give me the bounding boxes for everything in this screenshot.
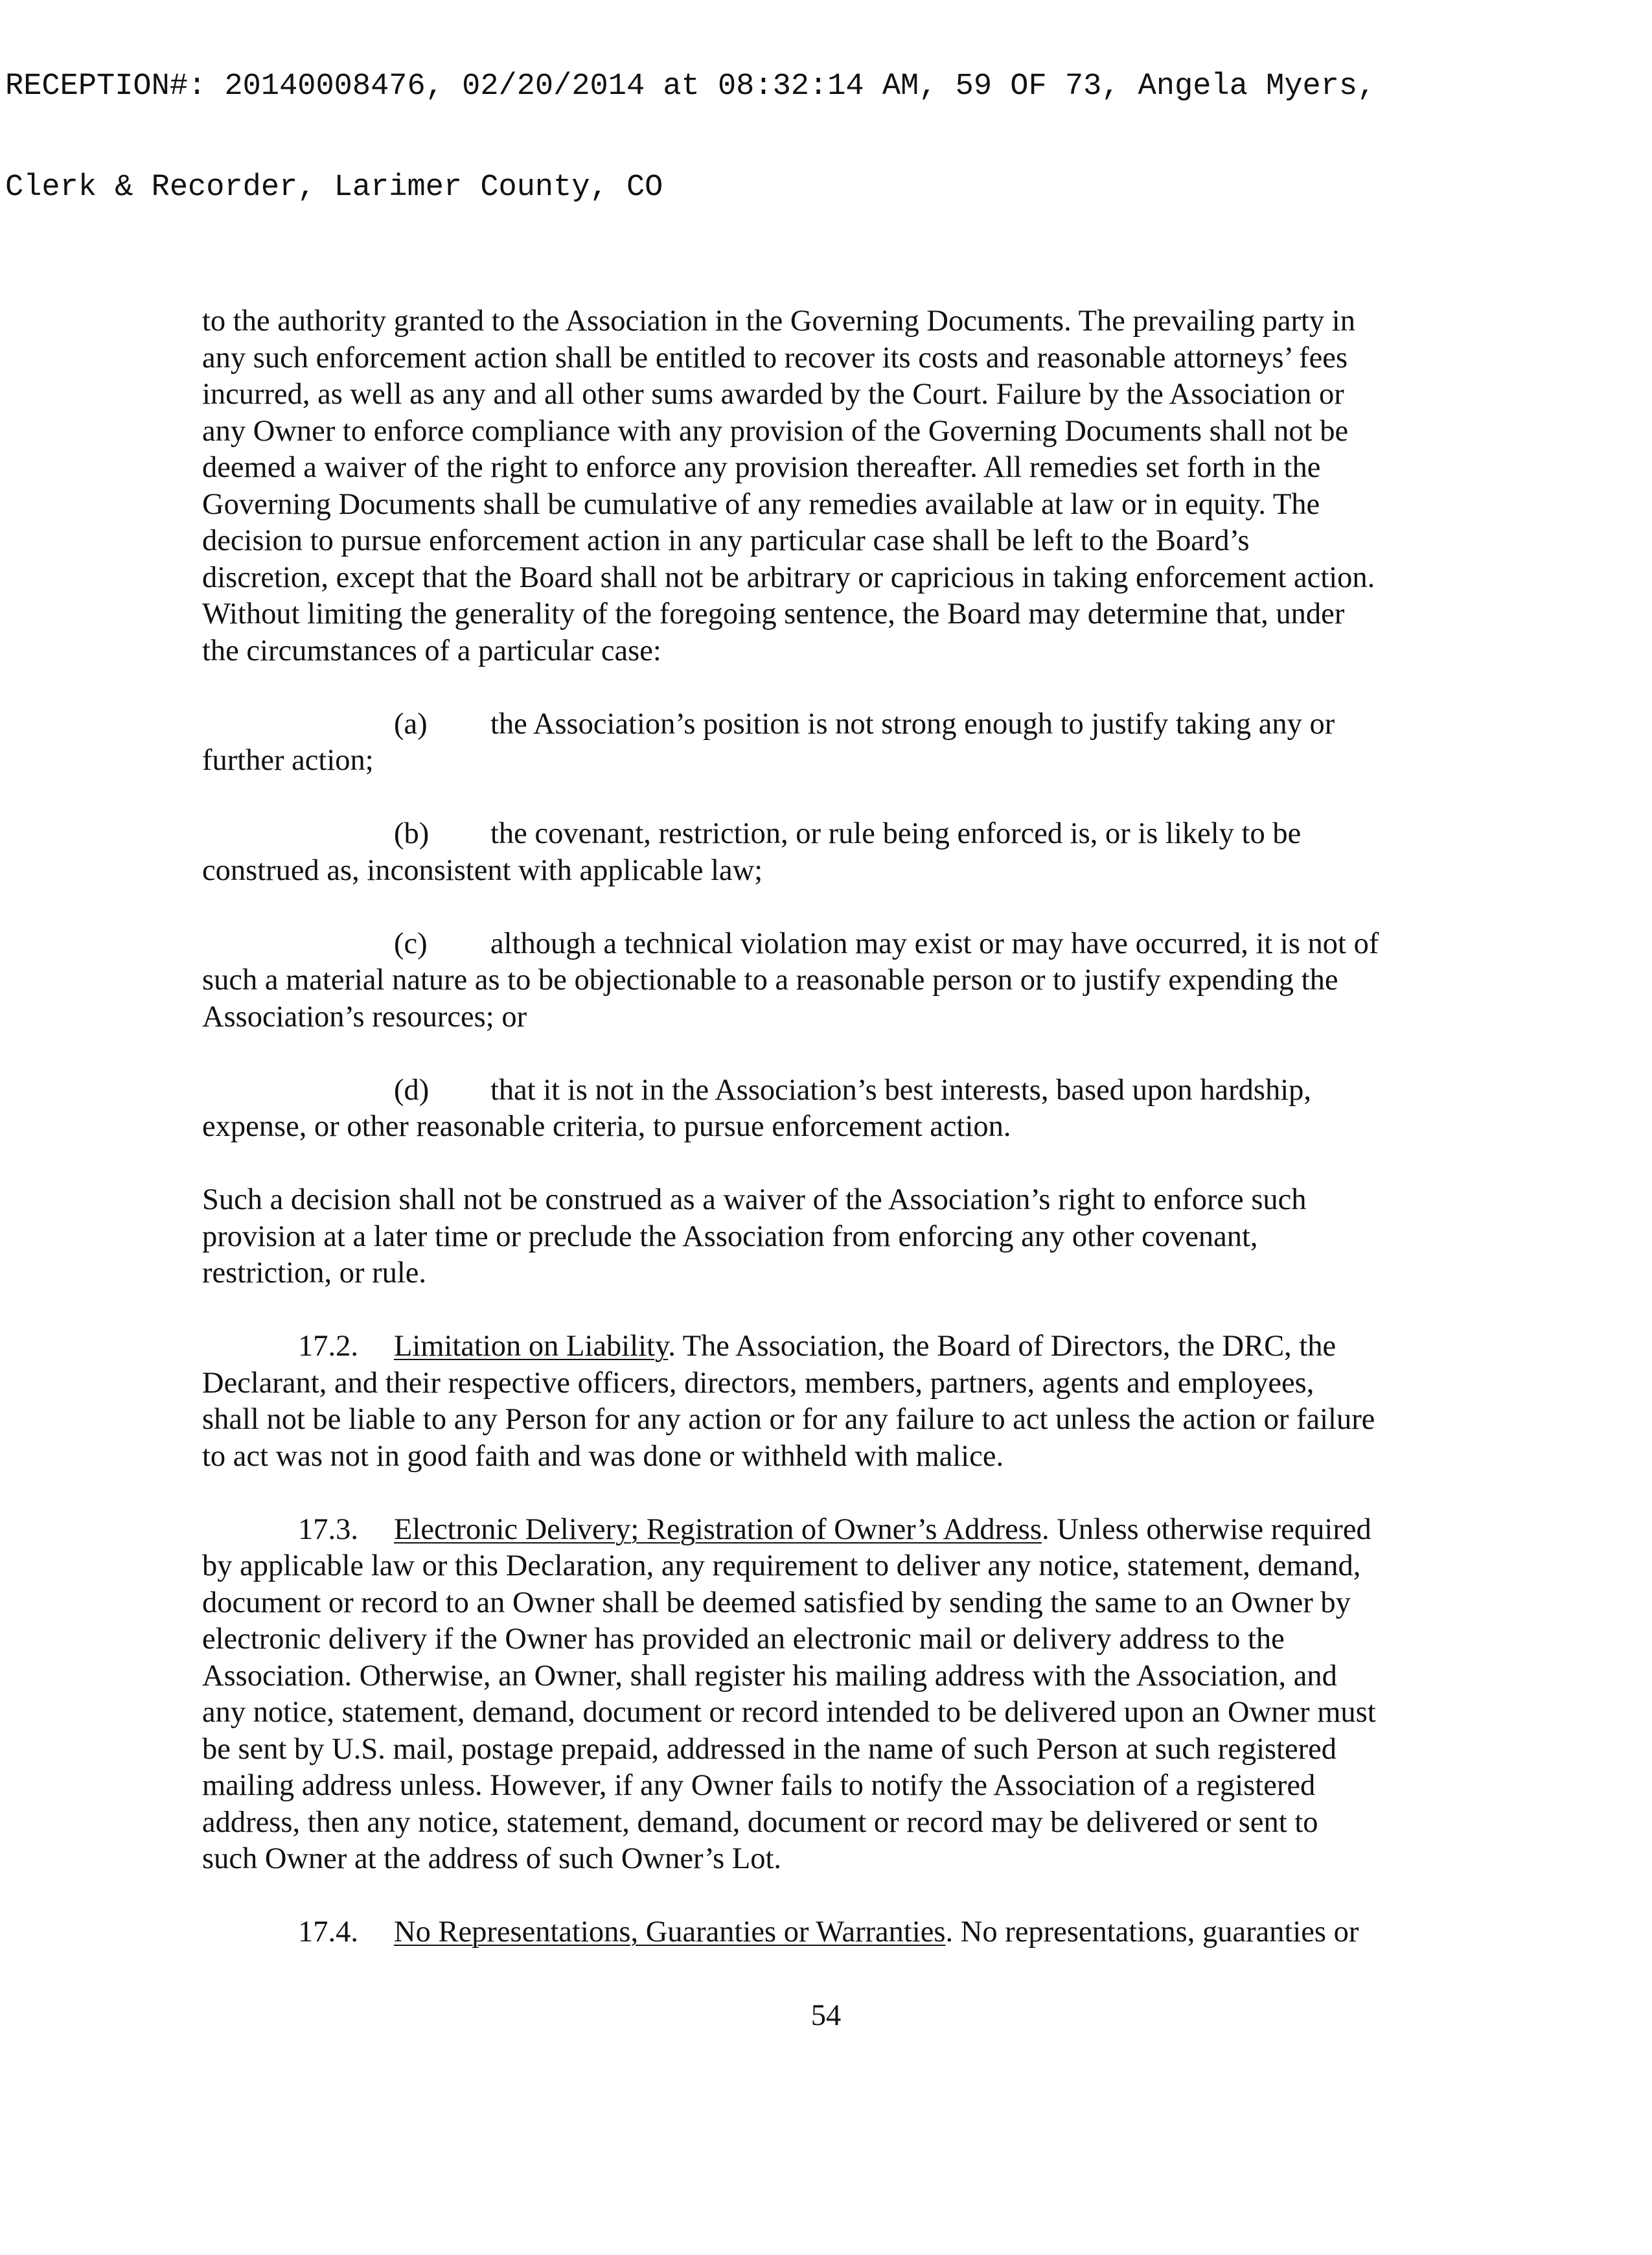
decision-line: provision at a later time or preclude the Association from enforcing any other covenant,	[202, 1220, 1258, 1253]
section-text: Declarant, and their respective officers, directors, members, partners, agents and employees,	[202, 1366, 1314, 1400]
intro-line: the circumstances of a particular case:	[202, 634, 661, 667]
section-text: . The Association, the Board of Directors, the DRC, the	[668, 1330, 1337, 1363]
section-title: Electronic Delivery; Registration of Owner’s Address	[394, 1512, 1042, 1546]
decision-line: Such a decision shall not be construed as a waiver of the Association’s right to enforce such	[202, 1183, 1307, 1216]
item-text: such a material nature as to be objectionable to a reasonable person or to justify expending the	[202, 964, 1338, 997]
section-text: . No representations, guaranties or	[945, 1915, 1359, 1949]
item-text: Association’s resources; or	[202, 1000, 527, 1034]
list-item-b	[202, 816, 1452, 889]
intro-line: any Owner to enforce compliance with any provision of the Governing Documents shall not be	[202, 414, 1349, 448]
decision-paragraph	[202, 1182, 1452, 1292]
intro-line: Governing Documents shall be cumulative of any remedies available at law or in equity. The	[202, 487, 1320, 521]
section-text: . Unless otherwise required	[1041, 1512, 1371, 1546]
list-item-a	[202, 706, 1452, 780]
item-text: construed as, inconsistent with applicable law;	[202, 853, 763, 887]
section-text: be sent by U.S. mail, postage prepaid, addressed in the name of such Person at such registered	[202, 1732, 1337, 1766]
intro-line: Without limiting the generality of the foregoing sentence, the Board may determine that, under	[202, 597, 1345, 630]
intro-line: decision to pursue enforcement action in any particular case shall be left to the Board’s	[202, 524, 1250, 557]
section-text: to act was not in good faith and was done or withheld with malice.	[202, 1439, 1004, 1473]
reception-line-1: RECEPTION#: 20140008476, 02/20/2014 at 08:32:14 AM, 59 OF 73, Angela Myers,	[5, 69, 1376, 104]
section-text: electronic delivery if the Owner has provided an electronic mail or delivery address to the	[202, 1623, 1285, 1656]
page-number: 54	[810, 1999, 842, 2032]
intro-paragraph	[202, 303, 1452, 669]
document-body	[202, 303, 1452, 1951]
section-number: 17.3.	[298, 1512, 358, 1546]
item-label: (b)	[394, 817, 430, 850]
section-text: document or record to an Owner shall be deemed satisfied by sending the same to an Owner by	[202, 1586, 1351, 1619]
item-label: (d)	[394, 1073, 430, 1107]
reception-header	[5, 3, 1375, 238]
item-label: (a)	[394, 707, 428, 741]
section-title: No Representations, Guaranties or Warranties	[394, 1915, 946, 1949]
item-text: further action;	[202, 744, 374, 777]
section-text: shall not be liable to any Person for any action or for any failure to act unless the action or failure	[202, 1403, 1375, 1436]
section-text: by applicable law or this Declaration, any requirement to deliver any notice, statement, demand,	[202, 1549, 1361, 1582]
item-text: expense, or other reasonable criteria, to pursue enforcement action.	[202, 1110, 1011, 1143]
item-text: although a technical violation may exist or may have occurred, it is not of	[490, 927, 1379, 960]
intro-line: to the authority granted to the Association in the Governing Documents. The prevailing party in	[202, 305, 1355, 338]
section-17-3	[202, 1512, 1452, 1878]
intro-line: discretion, except that the Board shall not be arbitrary or capricious in taking enforcement action.	[202, 561, 1375, 594]
section-text: Association. Otherwise, an Owner, shall register his mailing address with the Association, and	[202, 1659, 1337, 1693]
intro-line: incurred, as well as any and all other sums awarded by the Court. Failure by the Association or	[202, 378, 1344, 411]
list-item-d	[202, 1072, 1452, 1146]
section-text: any notice, statement, demand, document or record intended to be delivered upon an Owner must	[202, 1696, 1376, 1729]
section-17-2	[202, 1328, 1452, 1475]
section-number: 17.2.	[298, 1330, 358, 1363]
intro-line: any such enforcement action shall be entitled to recover its costs and reasonable attorneys’ fees	[202, 341, 1348, 375]
section-text: address, then any notice, statement, demand, document or record may be delivered or sent to	[202, 1805, 1318, 1839]
section-number: 17.4.	[298, 1915, 358, 1949]
decision-line: restriction, or rule.	[202, 1256, 427, 1289]
section-text: such Owner at the address of such Owner’s Lot.	[202, 1842, 782, 1875]
reception-line-2: Clerk & Recorder, Larimer County, CO	[5, 170, 663, 205]
item-label: (c)	[394, 927, 428, 960]
section-text: mailing address unless. However, if any Owner fails to notify the Association of a registered	[202, 1769, 1316, 1802]
item-text: the Association’s position is not strong enough to justify taking any or	[490, 707, 1335, 741]
section-17-4	[202, 1914, 1452, 1951]
item-text: that it is not in the Association’s best interests, based upon hardship,	[490, 1073, 1311, 1107]
item-text: the covenant, restriction, or rule being enforced is, or is likely to be	[490, 817, 1302, 850]
section-title: Limitation on Liability	[394, 1330, 669, 1363]
intro-line: deemed a waiver of the right to enforce any provision thereafter. All remedies set forth in the	[202, 451, 1321, 484]
list-item-c	[202, 926, 1452, 1036]
